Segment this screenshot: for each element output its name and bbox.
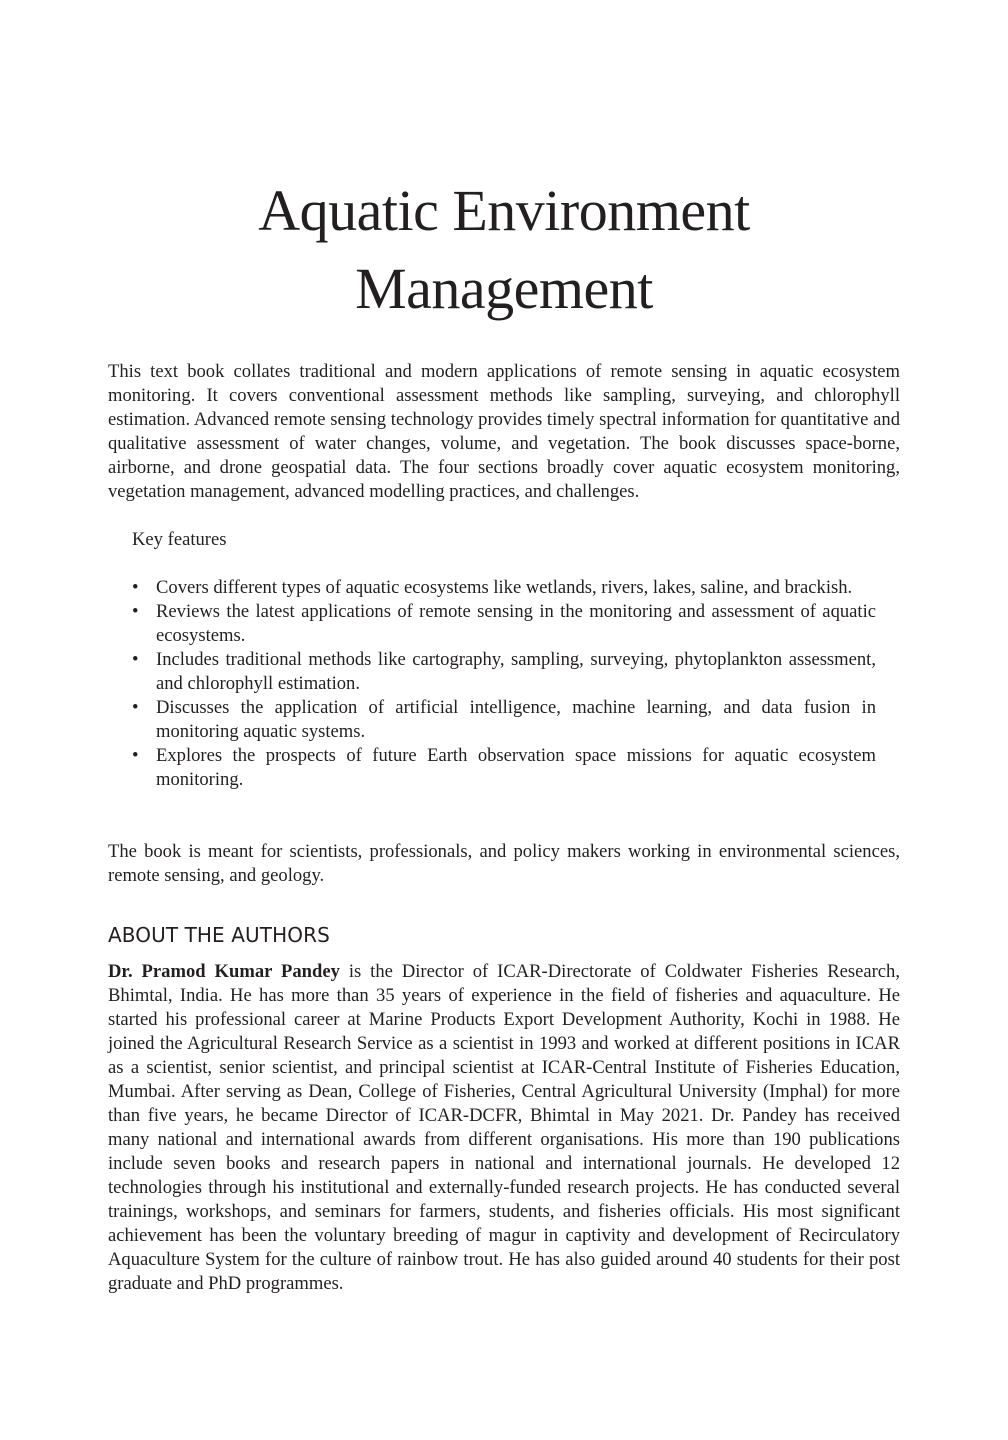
author-bio — [108, 960, 900, 1296]
key-features-list — [132, 576, 876, 792]
list-item-text: Covers different types of aquatic ecosystems like wetlands, rivers, lakes, saline, and brackish. — [156, 577, 853, 598]
list-item-text: Explores the prospects of future Earth observation space missions for aquatic ecosystem monitoring. — [156, 745, 876, 790]
book-title — [108, 172, 900, 328]
book-title-line-1: Aquatic Environment — [258, 178, 750, 243]
about-authors-heading: ABOUT THE AUTHORS — [108, 923, 330, 947]
bullet-icon: • — [132, 649, 139, 670]
list-item-text: Discusses the application of artificial intelligence, machine learning, and data fusion in monitoring aquatic systems. — [156, 697, 876, 742]
list-item — [132, 648, 876, 696]
list-item — [132, 744, 876, 792]
list-item — [132, 600, 876, 648]
list-item — [132, 576, 876, 600]
author-bio-text: is the Director of ICAR-Directorate of Coldwater Fisheries Research, Bhimtal, India. He has more than 35 years of experience in the field of fisheries and aquaculture. He started his professional career at Marine Products Export Development Authority, Kochi in 1988. He joined the Agricultural Research Service as a scientist in 1993 and worked at different positions in ICAR as a scientist, senior scientist, and principal scientist at ICAR-Central Institute of Fisheries Education, Mumbai. After serving as Dean, College of Fisheries, Central Agricultural University (Imphal) for more than five years, he became Director of ICAR-DCFR, Bhimtal in May 2021. Dr. Pandey has received many national and international awards from different organisations. His more than 190 publications include seven books and research papers in national and international journals. He developed 12 technologies through his institutional and externally-funded research projects. He has conducted several trainings, workshops, and seminars for farmers, students, and fisheries officials. His most significant achievement has been the voluntary breeding of magur in captivity and development of Recirculatory Aquaculture System for the culture of rainbow trout. He has also guided around 40 students for their post graduate and PhD programmes. — [108, 961, 900, 1294]
bullet-icon: • — [132, 577, 139, 598]
audience-paragraph: The book is meant for scientists, professionals, and policy makers working in environmental sciences, remote sensing, and geology. — [108, 841, 900, 886]
list-item-text: Includes traditional methods like cartography, sampling, surveying, phytoplankton assessment, and chlorophyll estimation. — [156, 649, 876, 694]
bullet-icon: • — [132, 697, 139, 718]
list-item-text: Reviews the latest applications of remote sensing in the monitoring and assessment of aquatic ecosystems. — [156, 601, 876, 646]
bullet-icon: • — [132, 745, 139, 766]
list-item — [132, 696, 876, 744]
book-title-line-2: Management — [355, 256, 653, 321]
author-name: Dr. Pramod Kumar Pandey — [108, 961, 340, 982]
key-features-label: Key features — [132, 529, 227, 550]
book-description: This text book collates traditional and modern applications of remote sensing in aquatic ecosystem monitoring. It covers conventional assessment methods like sampling, surveying, and chlorophyll estimation. Advanced remote sensing technology provides timely spectral information for quantitative and qualitative assessment of water changes, volume, and vegetation. The book discusses space-borne, airborne, and drone geospatial data. The four sections broadly cover aquatic ecosystem monitoring, vegetation management, advanced modelling practices, and challenges. — [108, 361, 900, 502]
bullet-icon: • — [132, 601, 139, 622]
